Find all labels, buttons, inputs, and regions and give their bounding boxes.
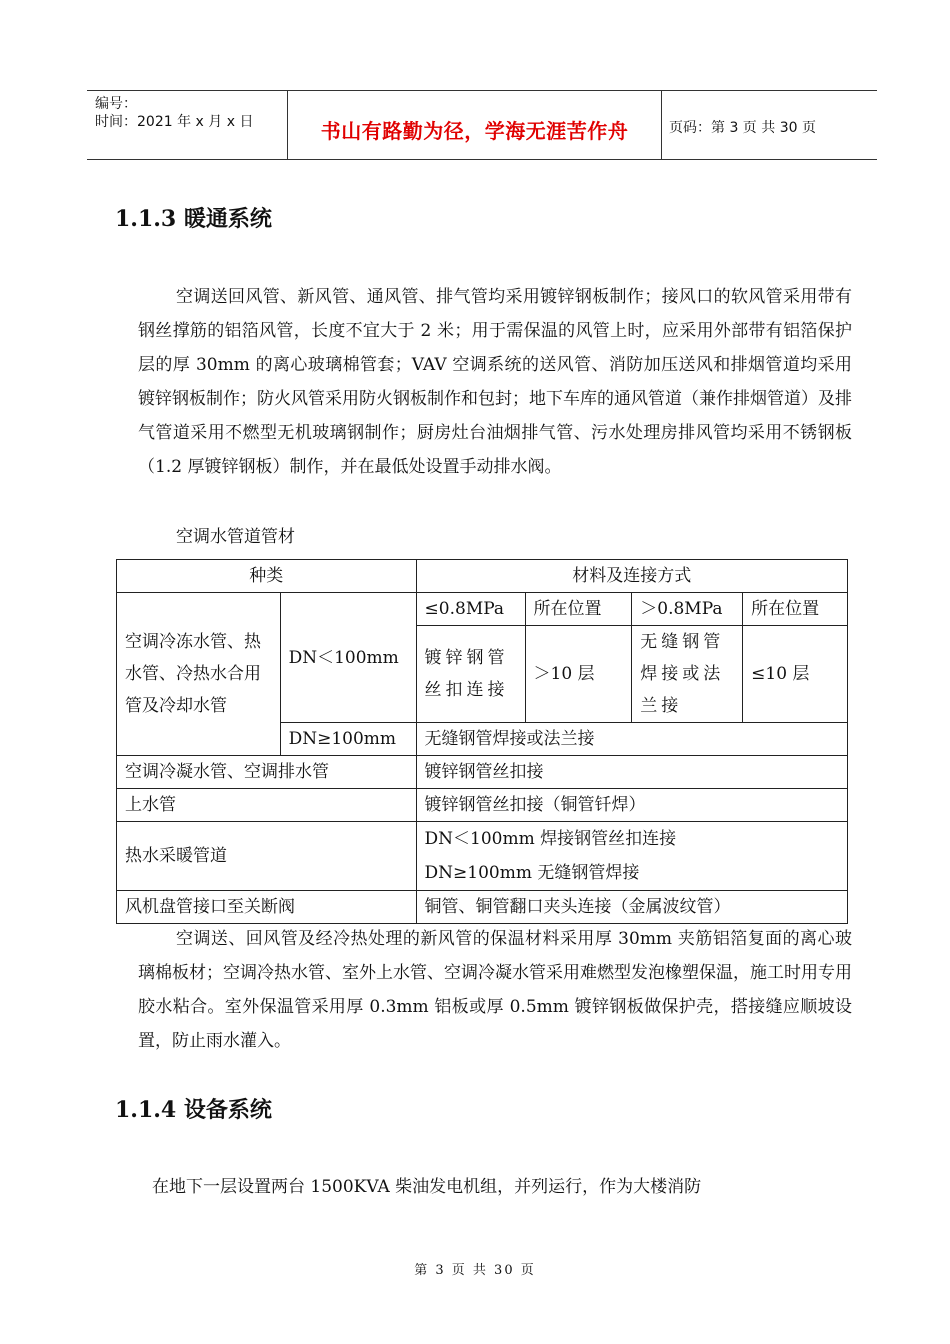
- row-name-chilled-water: 空调冷冻水管、热水管、冷热水合用管及冷却水管: [117, 593, 281, 756]
- insulation-paragraph: 空调送、回风管及经冷热处理的新风管的保温材料采用厚 30mm 夹筋铝箔复面的离心玻璃棉板材；空调冷热水管、室外上水管、空调冷凝水管采用难燃型发泡橡塑保温，施工时用专用胶水粘合。室外保温管采用厚 0.3mm 铝板或厚 0.5mm 镀锌钢板做保护壳，搭接缝应顺坡设置，防止雨水灌入。: [138, 929, 852, 1051]
- header-cell-material: 材料及连接方式: [416, 560, 847, 593]
- value-floor-below: ≤10 层: [743, 626, 848, 723]
- table-row: [117, 789, 848, 822]
- row-value-heating: [416, 822, 847, 891]
- time-label: 时间：2021 年 x 月 x 日: [95, 114, 254, 130]
- pipe-material-table: [116, 559, 848, 924]
- row-value-condensate: 镀锌钢管丝扣接: [416, 756, 847, 789]
- number-label: 编号：: [95, 96, 137, 112]
- value-seamless-weld: 无缝钢管焊接或法兰接: [632, 626, 743, 723]
- row-value-fan-coil: 铜管、铜管翻口夹头连接（金属波纹管）: [416, 891, 847, 924]
- row-name-condensate: 空调冷凝水管、空调排水管: [117, 756, 417, 789]
- sub-head-pressure-high: ＞0.8MPa: [632, 593, 743, 626]
- row-name-heating: 热水采暖管道: [117, 822, 417, 891]
- row-name-supply-water: 上水管: [117, 789, 417, 822]
- sub-head-position: 所在位置: [743, 593, 848, 626]
- table-row: [117, 593, 848, 626]
- heating-value-line: DN≥100mm 无缝钢管焊接: [424, 863, 640, 883]
- value-large-dn: 无缝钢管焊接或法兰接: [416, 723, 847, 756]
- cond-dn-small: DN＜100mm: [280, 593, 416, 723]
- section-heading-equipment: 1.1.4 设备系统: [115, 1097, 272, 1123]
- table-caption: 空调水管道管材: [176, 527, 295, 547]
- table-row: [117, 891, 848, 924]
- header-divider: [661, 91, 662, 159]
- header-motto: 书山有路勤为径，学海无涯苦作舟: [320, 119, 629, 143]
- cond-dn-large: DN≥100mm: [280, 723, 416, 756]
- sub-head-position: 所在位置: [525, 593, 632, 626]
- page-header: [87, 90, 877, 160]
- heating-value-line: DN＜100mm 焊接钢管丝扣连接: [424, 829, 677, 849]
- page-footer: 第 3 页 共 30 页: [414, 1263, 536, 1278]
- section-heading-hvac: 1.1.3 暖通系统: [115, 206, 272, 232]
- header-cell-type: 种类: [117, 560, 417, 593]
- row-value-supply-water: 镀锌钢管丝扣接（铜管钎焊）: [416, 789, 847, 822]
- equipment-paragraph: 在地下一层设置两台 1500KVA 柴油发电机组，并列运行，作为大楼消防: [152, 1177, 702, 1197]
- table-row: [117, 756, 848, 789]
- table-row: [117, 822, 848, 891]
- sub-head-pressure-low: ≤0.8MPa: [416, 593, 525, 626]
- value-floor-above: ＞10 层: [525, 626, 632, 723]
- header-page-info: 页码：第 3 页 共 30 页: [669, 120, 816, 136]
- hvac-paragraph: 空调送回风管、新风管、通风管、排气管均采用镀锌钢板制作；接风口的软风管采用带有钢丝撑筋的铝箔风管，长度不宜大于 2 米；用于需保温的风管上时，应采用外部带有铝箔保护层的厚 30mm 的离心玻璃棉管套；VAV 空调系统的送风管、消防加压送风和排烟管道均采用镀锌钢板制作；防火风管采用防火钢板制作和包封；地下车库的通风管道（兼作排烟管道）及排气管道采用不燃型无机玻璃钢制作；厨房灶台油烟排气管、污水处理房排风管均采用不锈钢板（1.2 厚镀锌钢板）制作，并在最低处设置手动排水阀。: [138, 287, 852, 477]
- value-galvanized-thread: 镀锌钢管丝扣连接: [416, 626, 525, 723]
- header-meta: [95, 95, 253, 131]
- table-header-row: [117, 560, 848, 593]
- row-name-fan-coil: 风机盘管接口至关断阀: [117, 891, 417, 924]
